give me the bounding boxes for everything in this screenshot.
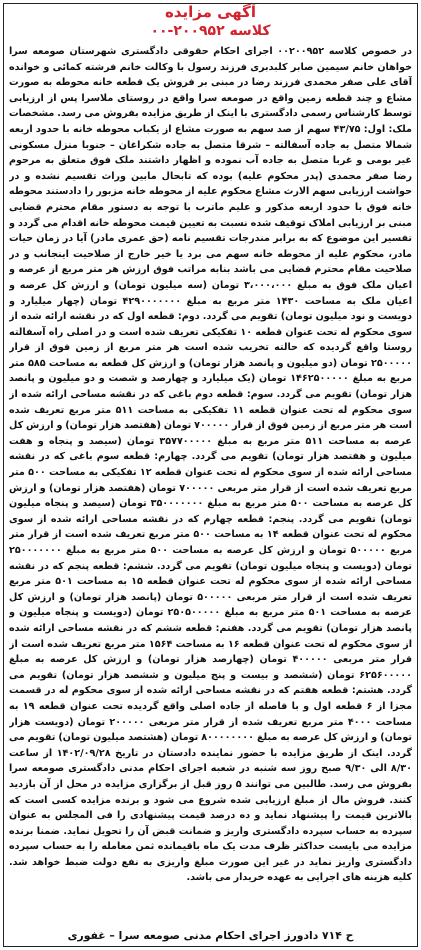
notice-title: آگهی مزایده (164, 3, 257, 21)
case-number: کلاسه ۲۰۰۹۵۲-۰۰ (150, 23, 271, 39)
notice-signature: ح ۷۱۴ دادورز اجرای احکام مدنی صومعه سرا – غفوری (67, 929, 354, 942)
notice-body-text: در خصوص کلاسه ۰۰۲۰۰۹۵۲ اجرای احکام حقوقی دادگستری شهرستان صومعه سرا خواهان خانم سیمین صابر کلبدبری فرزند رسول با وکالت خانم فرشته کمائی و خوانده آقای علی صفر محمدی فرزند رضا در مبنی بر فروش یک قطعه خانه محوطه به صورت مشاع و چند قطعه زمین واقع در صومعه سرا واقع در روستای ملاسرا پس از ارزیابی توسط کارشناس رسمی دادگستری با اینک از طریق مزایده بفروش می رسد. مشخصات ملک: اول: ۴۳/۷۵ سهم از صد سهم به صورت مشاع از یکباب محوطه خانه با حدود اربعه شمالا متصل به جاده آسفالته – شرقا متصل به جاده شکراغان – جنوبا منزل مسکونی غیر بومی و غربا متصل به جاده آب نموده و اظهار داشتند ملک فوق متعلق به مرحوم رضا صفر محمدی (پدر محکوم علیه) بوده که تابحال مابین وراث تقسیم نشده و در حواشت ارزیابی سهم الارث مشاع محکوم علیه از محوطه خانه مزبور را دادستند محوطه خانه فوق با حدود اربعه مذکور و علیم ماترب با توجه به دستور مقام محترم قضایی مبنی بر ارزیابی املاک توقیف شده نسبت به تعیین قیمت محوطه خانه اقدام می گردد و تفسیر این موضوع که به برابر مندرجات تقسیم نامه (حق عمری مادر) آیا در زمان حیات مادر، محکوم علیه از محوطه خانه سهم می برد یا خیر خارج از صلاحیت اینجانب و در صلاحیت مقام محترم قضایی می باشد بنابه مراتب فوق ارزش هر متر مربع از عرصه و اعیان ملک فوق به مبلغ ۳،۰۰۰،۰۰۰ تومان (سه میلیون تومان) و ارزش کل عرصه و اعیان ملک به مساحت ۱۴۳۰ متر مربع به مبلغ ۴۲۹۰۰۰۰۰۰۰ تومان (چهار میلیارد و دویست و نود میلیون تومان) تقویم می گردد. دوم: قطعه اول که در نقشه ارائه شده از سوی محکوم له تحت عنوان قطعه ۱۰ تفکیکی تعریف شده است و در اصلی راه آسفالته روستا واقع گردیده که حالته تخریب شده است هر متر مربع از زمین فوق از قرار ۲۵۰۰۰۰۰ تومان (دو میلیون و پانصد هزار تومان) و ارزش کل قطعه به مساحت ۵۸۵ متر مربع به مبلغ ۱۴۶۲۵۰۰۰۰۰ تومان (یک میلیارد و چهارصد و شصت و دو میلیون و پانصد هزار تومان) تقویم می گردد. سوم: قطعه دوم باغی که در نقشه مساحی ارائه شده از سوی محکوم له تحت عنوان قطعه ۱۱ تفکیکی به مساحت ۵۱۱ متر مربع تعریف شده است هر متر مربع از زمین فوق از قرار ۷۰۰۰۰۰ تومان (هفتصد هزار تومان) و ارزش کل عرصه به مساحت ۵۱۱ متر مربع به مبلغ ۳۵۷۷۰۰۰۰۰ تومان (سیصد و پنجاه و هفت میلیون و هفتصد هزار تومان) تقویم می گردد. چهارم: قطعه سوم باغی که در نقشه مساحی ارائه شده از سوی محکوم له تحت عنوان قطعه ۱۲ تفکیکی به مساحت ۵۰۰ متر مربع تعریف شده است از قرار متر مربعی ۷۰۰۰۰۰ تومان (هفتصد هزار تومان) و ارزش کل عرصه به مساحت ۵۰۰ متر مربع به مبلغ ۳۵۰۰۰۰۰۰۰ تومان (سیصد و پنجاه میلیون تومان) تقویم می گردد. پنجم: قطعه چهارم که در نقشه مساحی ارائه شده از سوی محکوم له تحت عنوان قطعه ۱۴ به مساحت ۵۰۰ متر مربع تعریف شده است از قرار متر مربع ۵۰۰۰۰۰ تومان و ارزش کل عرصه به مساحت ۵۰۰ متر مربع به مبلغ ۲۵۰۰۰۰۰۰۰ تومان (دویست و پنجاه میلیون تومان) تقویم می گردد. ششم: قطعه پنجم که در نقشه مساحی ارائه شده از سوی محکوم له تحت عنوان قطعه ۱۵ به مساحت ۵۰۱ متر مربع تعریف شده است از قرار متر مربعی ۵۰۰۰۰۰ تومان (پانصد هزار تومان) و ارزش کل عرصه به مساحت ۵۰۱ متر مربع به مبلغ ۲۵۰۵۰۰۰۰۰ تومان (دویست و پنجاه میلیون و پانصد هزار تومان) تقویم می گردد. هفتم: قطعه ششم که در نقشه مساحی ارائه شده از سوی محکوم له تحت عنوان قطعه ۱۶ به مساحت ۱۵۶۴ متر مربع تعریف شده است از قرار متر مربعی ۴۰۰۰۰۰ تومان (چهارصد هزار تومان) و ارزش کل عرصه به مبلغ ۶۲۵۶۰۰۰۰۰ تومان (ششصد و بیست و پنج میلیون و ششصد هزار تومان) تقویم می گردد. هشتم: قطعه هفتم که در نقشه مساحی ارائه شده از سوی محکوم له در قسمت مجزا از ۶ قطعه اول و با فاصله از جاده اصلی واقع گردیده تحت عنوان قطعه ۱۹ به مساحت ۴۰۰۰ متر مربع تعریف شده از قرار متر مربعی ۲۰۰۰۰۰ تومان (دویست هزار تومان) و ارزش کل عرصه به مبلغ ۸۰۰۰۰۰۰۰۰ تومان (هشتصد میلیون تومان) تقویم می گردد. اینک از طریق مزایده با حضور نماینده دادستان در تاریخ ۱۴۰۲/۰۹/۲۸ از ساعت ۸/۳۰ الی ۹/۳۰ صبح روز سه شنبه در شعبه اجرای احکام مدنی دادگستری صومعه سرا بفروش می رسد. طالبین می توانند ۵ روز قبل از برگزاری مزایده در محل از آن بازدید کنند. فروش مال از مبلغ ارزیابی شده شروع می شود و برنده مزایده کسی است که بالاترین قیمت را پیشنهاد نماید و ده درصد قیمت پیشنهادی را فی المجلس به عنوان سپرده به حساب سپرده دادگستری واریز و ضمانت قبض آن را تحویل نماید. ضمنا برنده مزایده می بایست حداکثر ظرف مدت یک ماه باقیمانده ثمن معامله را به حساب سپرده دادگستری واریز نماید در غیر این صورت مبلغ واریزی به نفع دولت ضبط خواهد شد. کلیه هزینه های اجرایی به عهده خریدار می باشد. (9, 46, 412, 884)
